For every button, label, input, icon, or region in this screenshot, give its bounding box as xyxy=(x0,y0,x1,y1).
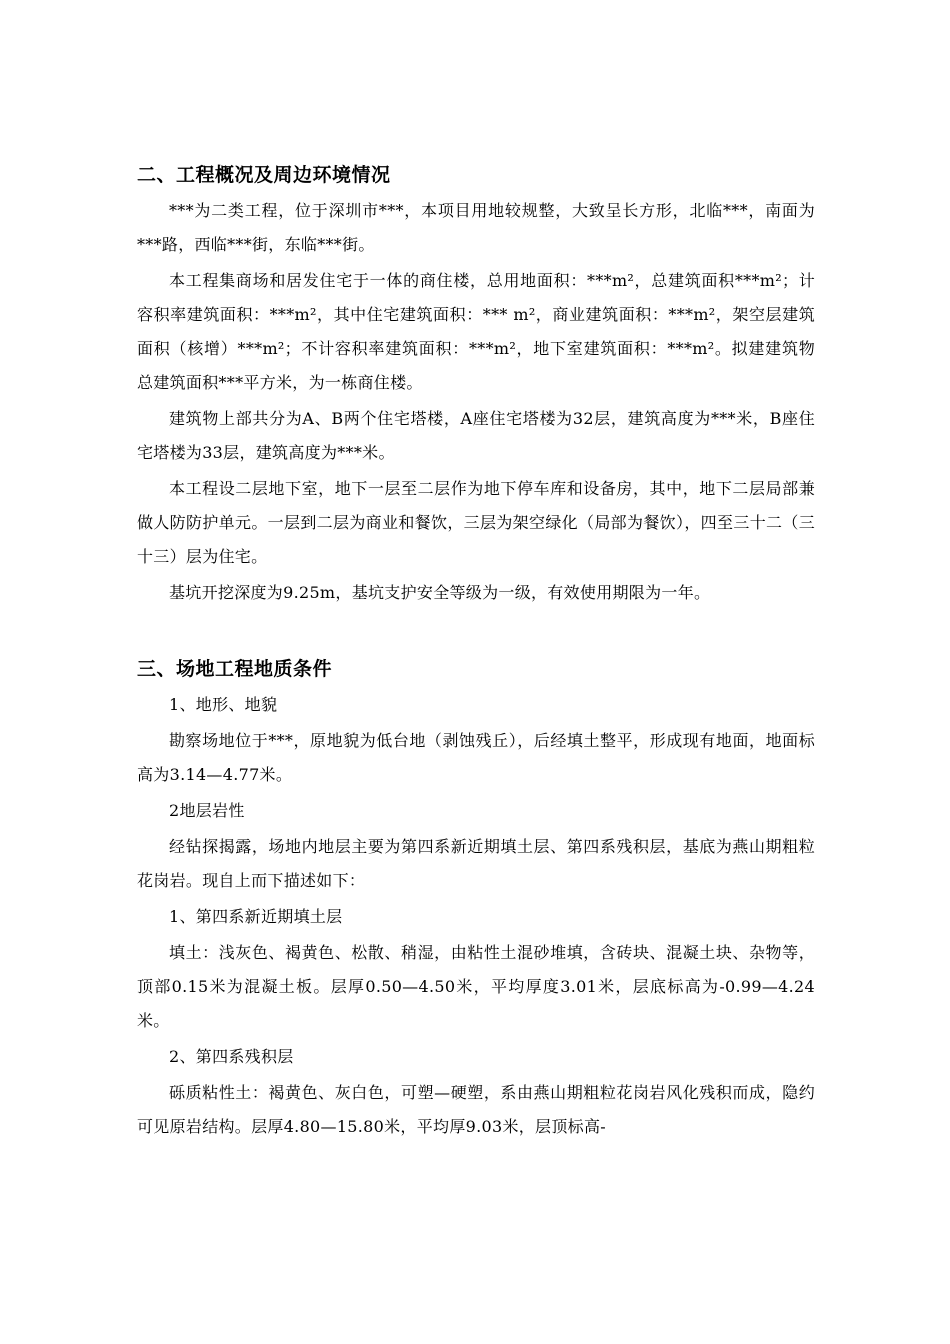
paragraph: 建筑物上部共分为A、B两个住宅塔楼，A座住宅塔楼为32层，建筑高度为***米，B座住宅塔楼为33层，建筑高度为***米。 xyxy=(137,409,815,462)
paragraph: 砾质粘性土：褐黄色、灰白色，可塑—硬塑，系由燕山期粗粒花岗岩风化残积而成，隐约可见原岩结构。层厚4.80—15.80米，平均厚9.03米，层顶标高- xyxy=(137,1083,815,1136)
paragraph: 勘察场地位于***，原地貌为低台地（剥蚀残丘），后经填土整平，形成现有地面，地面标高为3.14—4.77米。 xyxy=(137,731,815,784)
subheading: 1、第四系新近期填土层 xyxy=(169,907,343,926)
subheading: 2地层岩性 xyxy=(169,801,245,820)
subheading: 2、第四系残积层 xyxy=(169,1047,294,1066)
document-body xyxy=(137,160,815,1146)
paragraph: ***为二类工程，位于深圳市***，本项目用地较规整，大致呈长方形，北临***，南面为***路，西临***街，东临***街。 xyxy=(137,201,815,254)
subheading: 1、地形、地貌 xyxy=(169,695,278,714)
section-heading-3: 三、场地工程地质条件 xyxy=(137,658,333,680)
paragraph: 本工程设二层地下室，地下一层至二层作为地下停车库和设备房，其中，地下二层局部兼做人防防护单元。一层到二层为商业和餐饮，三层为架空绿化（局部为餐饮），四至三十二（三十三）层为住宅。 xyxy=(137,479,815,566)
paragraph: 基坑开挖深度为9.25m，基坑支护安全等级为一级，有效使用期限为一年。 xyxy=(169,583,711,602)
section-heading-2: 二、工程概况及周边环境情况 xyxy=(137,164,391,186)
paragraph: 本工程集商场和居发住宅于一体的商住楼，总用地面积：***m²，总建筑面积***m²；计容积率建筑面积：***m²，其中住宅建筑面积：*** m²，商业建筑面积：***m²，架空层建筑面积（核增）***m²；不计容积率建筑面积：***m²，地下室建筑面积：***m²。拟建建筑物总建筑面积***平方米，为一栋商住楼。 xyxy=(137,271,815,392)
paragraph: 经钻探揭露，场地内地层主要为第四系新近期填土层、第四系残积层，基底为燕山期粗粒花岗岩。现自上而下描述如下： xyxy=(137,837,815,890)
paragraph: 填土：浅灰色、褐黄色、松散、稍湿，由粘性土混砂堆填，含砖块、混凝土块、杂物等，顶部0.15米为混凝土板。层厚0.50—4.50米，平均厚度3.01米，层底标高为-0.99—4.24米。 xyxy=(137,943,815,1030)
